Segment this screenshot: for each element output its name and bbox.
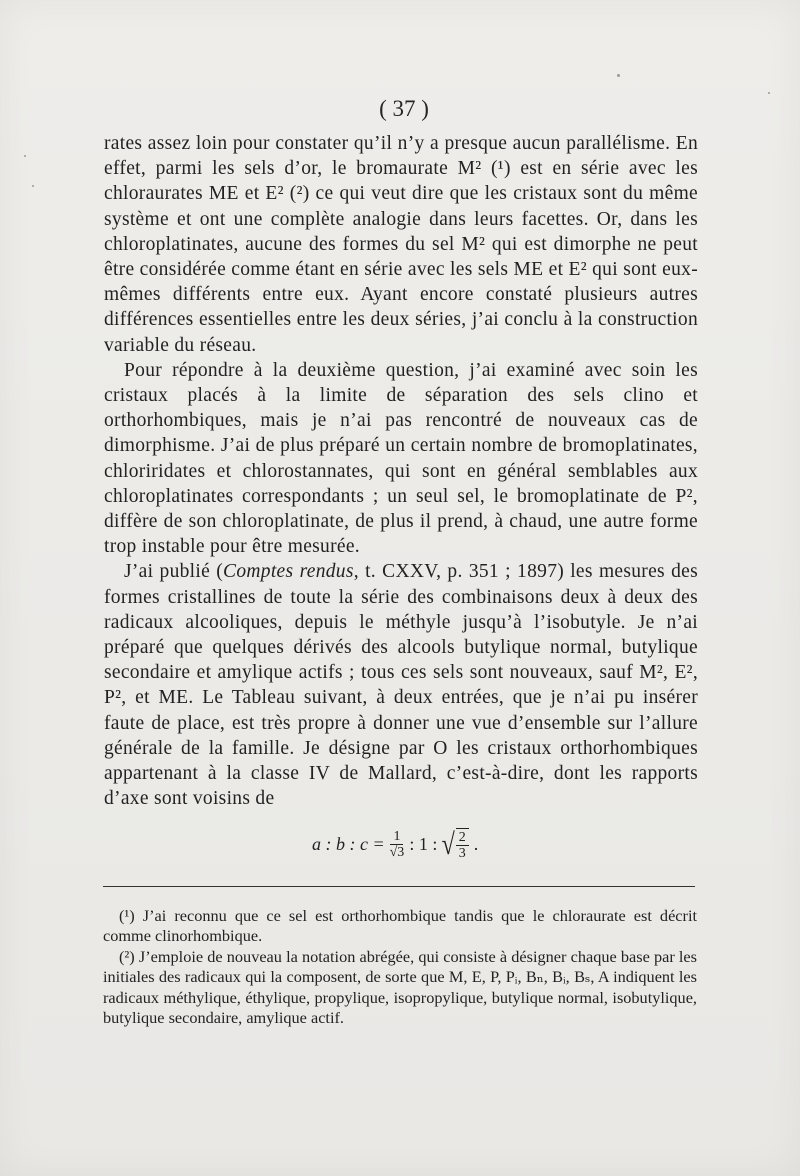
formula-lhs: a : b : c = [312,834,385,854]
citation-title: Comptes rendus [223,561,354,583]
paragraph-3-start: J’ai publié ( [124,561,224,583]
footnote-2: (²) J’emploie de nouveau la notation abrégée, qui consiste à désigner chaque base par les initiales des radicaux qui la composent, de sorte que M, E, P, Pᵢ, Bₙ, Bᵢ, Bₛ, A indiquent les radicaux méthylique, éthylique, propylique, isopropylique, butylique normal, isobutylique, butylique secondaire, amylique actif. [103,946,697,1028]
paper-speck [24,155,26,157]
paragraph-3-rest: , t. CXXV, p. 351 ; 1897) les mesures des formes cristallines de toute la série des combinaisons deux à deux des radicaux alcooliques, depuis le méthyle jusqu’à l’isobutyle. Je n’ai préparé que quelques dérivés des alcools butylique normal, butylique secondaire et amylique actifs ; tous ces sels sont nouveaux, sauf M², E², P², et ME. Le Tableau suivant, à deux entrées, que je n’ai pu insérer faute de place, est très propre à donner une vue d’ensemble sur l’allure générale de la famille. Je désigne par O les cristaux orthorhombiques appartenant à la classe IV de Mallard, c’est-à-dire, dont les rapports d’axe sont voisins de [104,561,699,810]
page-number: ( 37 ) [379,96,429,121]
formula-end: . [473,834,479,854]
fraction-2-denominator: 3 [458,846,466,861]
formula-fraction-1 [390,829,405,860]
fraction-1-numerator: 1 [390,829,403,845]
paper-speck [32,185,34,187]
footnote-1: (¹) J’ai reconnu que ce sel est orthorhombique tandis que le chloraurate est décrit comme clinorhombique. [103,906,697,946]
paragraph-2: Pour répondre à la deuxième question, j’ai examiné avec soin les cristaux placés à la limite de séparation des sels clino et orthorhombiques, mais je n’ai pas rencontré de nouveaux cas de dimorphisme. J’ai de plus préparé un certain nombre de bromoplatinates, chloriridates et chlorostannates, qui sont en général semblables aux chloroplatinates correspondants ; un seul sel, le bromoplatinate de P², diffère de son chloroplatinate, de plus il prend, à chaud, une autre forme trop instable pour être mesurée. [104,359,698,558]
square-root-sign: √ [441,827,456,861]
axis-ratio-formula [312,828,478,861]
paragraph-3 [104,559,698,811]
formula-middle: : 1 : [409,834,438,854]
paper-speck [617,74,620,77]
body-text [104,131,698,811]
fraction-1-denominator: √3 [389,845,405,860]
footnotes [103,906,697,1028]
formula-fraction-2 [456,828,469,861]
footnote-separator [103,886,695,887]
paper-speck [768,92,770,94]
fraction-2-numerator: 2 [456,830,469,846]
paragraph-1: rates assez loin pour constater qu’il n’y a presque aucun parallélisme. En effet, parmi les sels d’or, le bromaurate M² (¹) est en série avec les chloraurates ME et E² (²) ce qui veut dire que les cristaux sont du même système et ont une complète analogie dans leurs facettes. Or, dans les chloroplatinates, aucune des formes du sel M² qui est dimorphe ne peut être considérée comme étant en série avec les sels ME et E² qui sont eux-mêmes différents entre eux. Ayant encore constaté plusieurs autres différences essentielles entre les deux séries, j’ai conclu à la construction variable du réseau. [104,133,698,356]
